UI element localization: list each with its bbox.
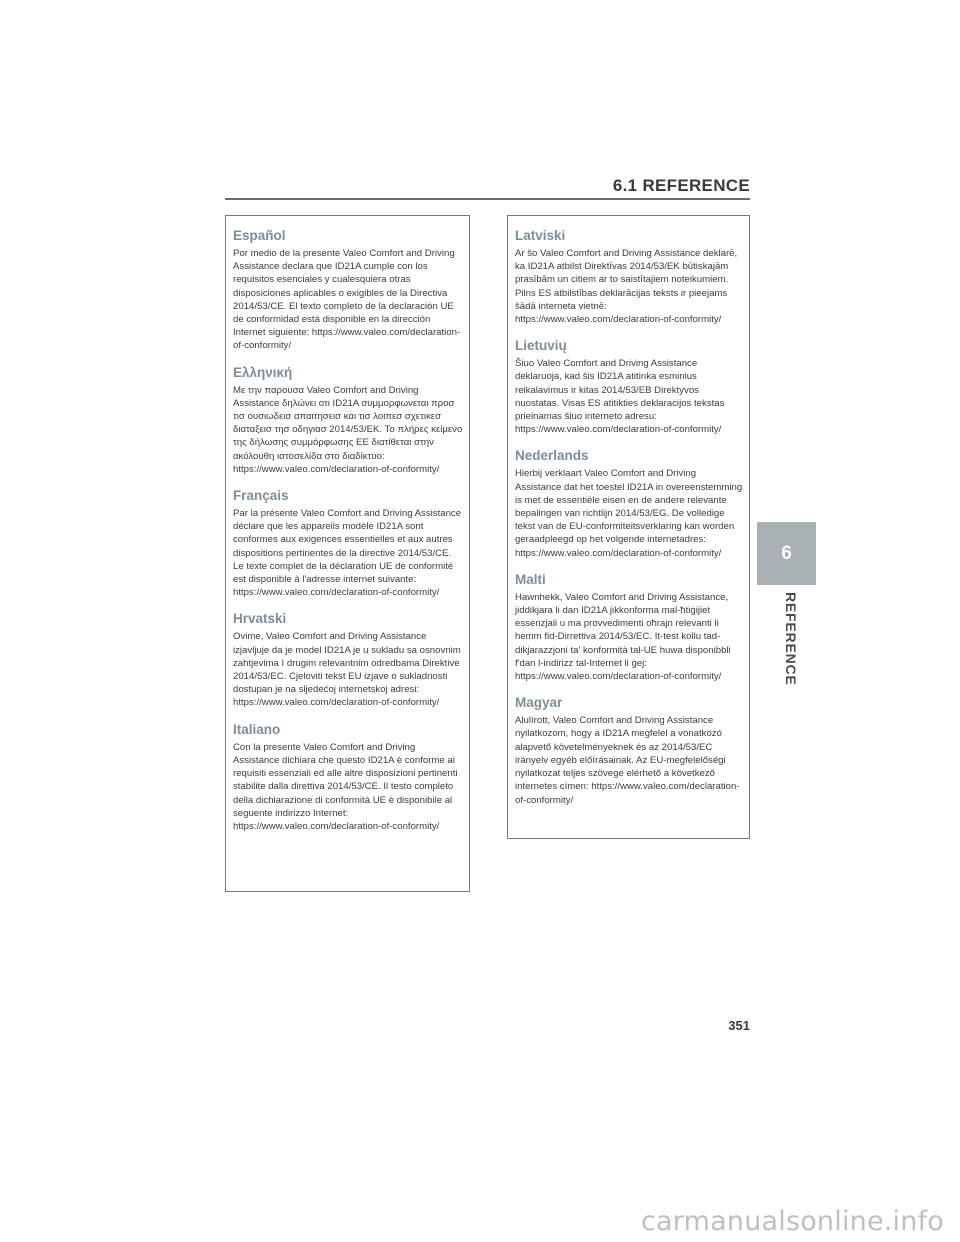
section-text: Alulírott, Valeo Comfort and Driving Assistance nyilatkozom, hogy a ID21A megfelel a vonatkozó alapvető követelményeknek és az 2014/53/EC irányelv egyéb előírásainak. Az EU-megfelelőségi nyilatkozat teljes szövege elérhető a következő internetes címen: https://www.valeo.com/declaration-of-conformity/ xyxy=(515,715,740,806)
section-italiano xyxy=(233,722,463,833)
section-text: Por medio de la presente Valeo Comfort and Driving Assistance declara que ID21A cumple con los requisitos esenciales y cualesquiera otras disposiciones aplicables o exigibles de la Directiva 2014/53/CE. El texto completo de la declaración UE de conformidad está disponible en la dirección Internet siguiente: https://www.valeo.com/declaration-of-conformity/ xyxy=(233,248,461,352)
section-heading: Hrvatski xyxy=(233,611,287,627)
chapter-tab xyxy=(757,522,816,585)
section-greek xyxy=(233,365,463,476)
section-heading: Latviski xyxy=(515,228,566,243)
section-heading: Nederlands xyxy=(515,448,589,464)
section-text: Με την παρουσα Valeo Comfort and Driving Assistance δηλώνει οτι ID21A συμμορφωνεται προσ τισ ουσιωδεισ απαιτησεισ και τισ λοιπεσ σχετικεσ διαταξεισ τησ οδηγιασ 2014/53/ΕΚ. Το πλήρες κείμενο της δήλωσης συμμόρφωσης ΕΕ διατίθεται στην ακόλουθη ιστοσελίδα στο διαδίκτυο: https://www.valeo.com/declaration-of-conformity/ xyxy=(233,384,463,475)
section-malti xyxy=(515,572,743,683)
section-hrvatski xyxy=(233,611,463,709)
section-text: Con la presente Valeo Comfort and Driving Assistance dichiara che questo ID21A è conforme ai requisiti essenziali ed alle altre disposizioni pertinenti stabilite dalla direttiva 2014/53/CE. Il testo completo della dichiarazione di conformità UE è disponibile al seguente indirizzo Internet: https://www.valeo.com/declaration-of-conformity/ xyxy=(233,741,458,832)
section-text: Ovime, Valeo Comfort and Driving Assistance izjavljuje da je model ID21A je u sukladu sa osnovnim zahtjevima I drugim relevantnim odredbama Direktive 2014/53/EC. Cjeloviti tekst EU izjave o sukladnosti dostupan je na sljedećoj internetskoj adresi: https://www.valeo.com/declaration-of-conformity/ xyxy=(233,631,461,709)
section-latviski xyxy=(515,228,743,326)
section-magyar xyxy=(515,695,743,806)
section-text: Šiuo Valeo Comfort and Driving Assistance deklaruoja, kad šis ID21A atitinka esminius reikalavimus ir kitas 2014/53/EB Direktyvos nuostatas. Visas ES atitikties deklaracijos tekstas prieinamas šiuo interneto adresu: https://www.valeo.com/declaration-of-conformity/ xyxy=(515,358,725,436)
section-text: Par la présente Valeo Comfort and Driving Assistance déclare que les appareils modèle ID21A sont conformes aux exigences essentielles et aux autres dispositions pertinentes de la directive 2014/53/CE. Le texte complet de la déclaration UE de conformité est disponible à l'adresse internet suivante: https://www.valeo.com/declaration-of-conformity/ xyxy=(233,508,462,599)
section-heading: Italiano xyxy=(233,721,281,737)
left-column-box xyxy=(225,215,470,892)
header-divider xyxy=(225,198,750,200)
right-column-box xyxy=(507,215,750,839)
page-number: 351 xyxy=(728,1018,750,1033)
section-francais xyxy=(233,488,463,599)
section-heading: Español xyxy=(233,228,286,243)
chapter-number: 6 xyxy=(781,542,792,564)
section-heading: Ελληνική xyxy=(233,364,293,380)
section-espanol xyxy=(233,228,463,353)
section-text: Hawnhekk, Valeo Comfort and Driving Assistance, jiddikjara li dan ID21A jikkonforma mal-ħtiġijiet essenzjali u ma provvedimenti oħrajn relevanti li hemm fid-Dirrettiva 2014/53/EC. It-test kollu tad-dikjarazzjoni ta' konformità tal-UE huwa disponibbli f'dan l-indirizz tal-Internet li ġej: https://www.valeo.com/declaration-of-conformity/ xyxy=(515,591,731,683)
section-header-title: 6.1 REFERENCE xyxy=(612,176,750,195)
section-heading: Français xyxy=(233,488,289,504)
section-nederlands xyxy=(515,448,743,559)
section-lietuviu xyxy=(515,338,743,436)
watermark-text: carmanualsonline.info xyxy=(641,1206,944,1237)
section-heading: Magyar xyxy=(515,695,563,711)
chapter-label: REFERENCE xyxy=(783,592,799,686)
section-heading: Malti xyxy=(515,571,546,587)
section-heading: Lietuvių xyxy=(515,338,567,354)
section-text: Hierbij verklaart Valeo Comfort and Driving Assistance dat het toestel ID21A in overeenstemming is met de essentiële eisen en de andere relevante bepalingen van richtlijn 2014/53/EG. De volledige tekst van de EU-conformiteitsverklaring kan worden geraadpleegd op het volgende internetadres: https://www.valeo.com/declaration-of-conformity/ xyxy=(515,468,743,559)
section-text: Ar šo Valeo Comfort and Driving Assistance deklarē, ka ID21A atbilst Direktīvas 2014/53/EK būtiskajām prasībām un citiem ar to saistītajiem noteikumiem. Pilns ES atbilstības deklarācijas teksts ir pieejams šādā interneta vietnē: https://www.valeo.com/declaration-of-conformity/ xyxy=(515,248,738,326)
